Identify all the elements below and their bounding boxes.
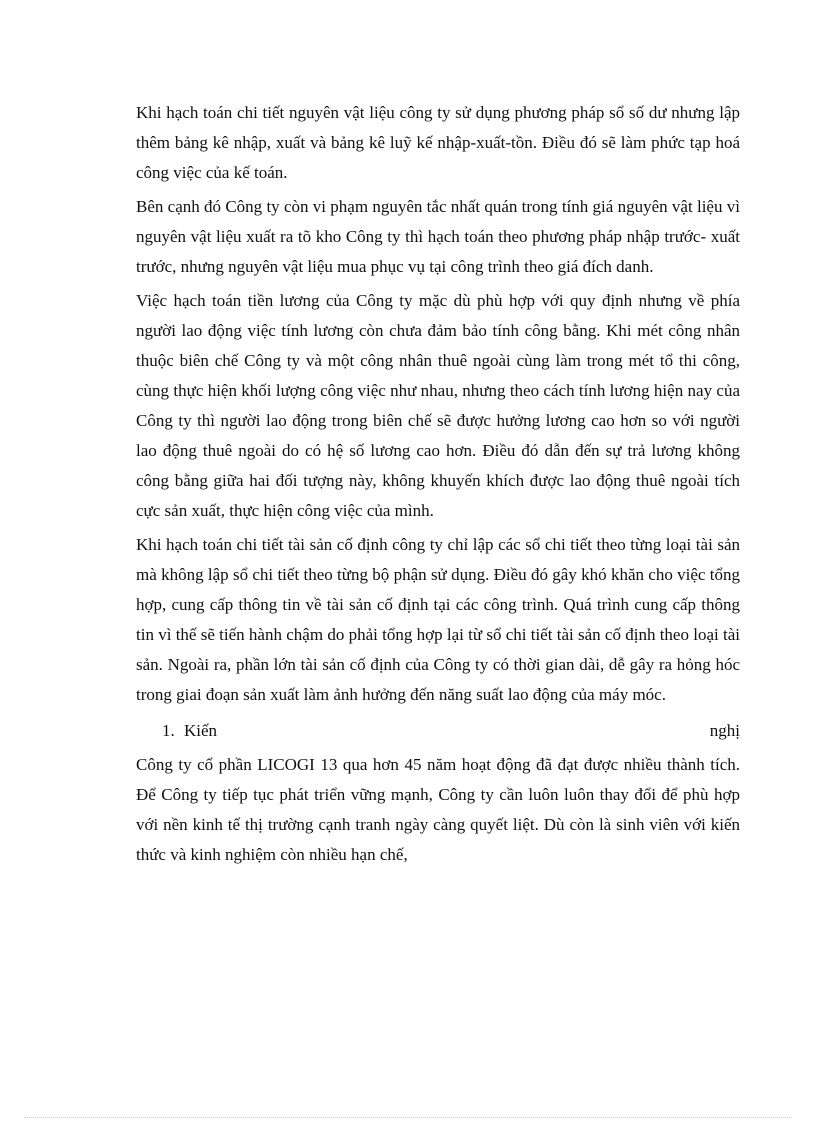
page-bottom-divider bbox=[24, 1117, 792, 1118]
section-heading-word-right: nghị bbox=[709, 721, 740, 740]
section-heading-word-left: Kiến bbox=[184, 721, 218, 740]
paragraph-material-accounting: Khi hạch toán chi tiết nguyên vật liệu công ty sử dụng phương pháp sổ số dư nhưng lập thêm bảng kê nhập, xuất và bảng kê luỹ kế nhập-xuất-tồn. Điều đó sẽ làm phức tạp hoá công việc của kế toán. bbox=[136, 103, 740, 182]
paragraph-salary-accounting: Việc hạch toán tiền lương của Công ty mặc dù phù hợp với quy định nhưng về phía người lao động việc tính lương còn chưa đảm bảo tính công bằng. Khi mét công nhân thuộc biên chế Công ty và một công nhân thuê ngoài cùng làm trong mét tổ thi công, cùng thực hiện khối lượng công việc như nhau, nhưng theo cách tính lương hiện nay của Công ty thì người lao động trong biên chế sẽ được hưởng lương cao hơn so với người lao động thuê ngoài do có hệ số lương cao hơn. Điều đó dẫn đến sự trả lương không công bằng giữa hai đối tượng này, không khuyến khích được lao động thuê ngoài tích cực sản xuất, thực hiện công việc của mình. bbox=[136, 291, 740, 520]
section-heading bbox=[136, 716, 740, 746]
document-body bbox=[136, 98, 740, 874]
paragraph-fixed-assets: Khi hạch toán chi tiết tài sản cố định công ty chỉ lập các sổ chi tiết theo từng loại tài sản mà không lập sổ chi tiết theo từng bộ phận sử dụng. Điều đó gây khó khăn cho việc tổng hợp, cung cấp thông tin về tài sản cố định tại các công trình. Quá trình cung cấp thông tin vì thế sẽ tiến hành chậm do phải tổng hợp lại từ sổ chi tiết tài sản cố định theo loại tài sản. Ngoài ra, phần lớn tài sản cố định của Công ty có thời gian dài, dễ gây ra hỏng hóc trong giai đoạn sản xuất làm ảnh hưởng đến năng suất lao động của máy móc. bbox=[136, 535, 740, 704]
paragraph-consistency-principle: Bên cạnh đó Công ty còn vi phạm nguyên tắc nhất quán trong tính giá nguyên vật liệu vì nguyên vật liệu xuất ra tõ kho Công ty thì hạch toán theo phương pháp nhập trước- xuất trước, nhưng nguyên vật liệu mua phục vụ tại công trình theo giá đích danh. bbox=[136, 197, 740, 276]
paragraph-recommendation: Công ty cổ phần LICOGI 13 qua hơn 45 năm hoạt động đã đạt được nhiều thành tích. Để Công ty tiếp tục phát triển vững mạnh, Công ty cần luôn luôn thay đổi để phù hợp với nền kinh tế thị trường cạnh tranh ngày càng quyết liệt. Dù còn là sinh viên với kiến thức và kinh nghiệm còn nhiều hạn chế, bbox=[136, 755, 740, 864]
section-heading-left bbox=[162, 716, 217, 746]
section-number: 1. bbox=[162, 721, 175, 740]
